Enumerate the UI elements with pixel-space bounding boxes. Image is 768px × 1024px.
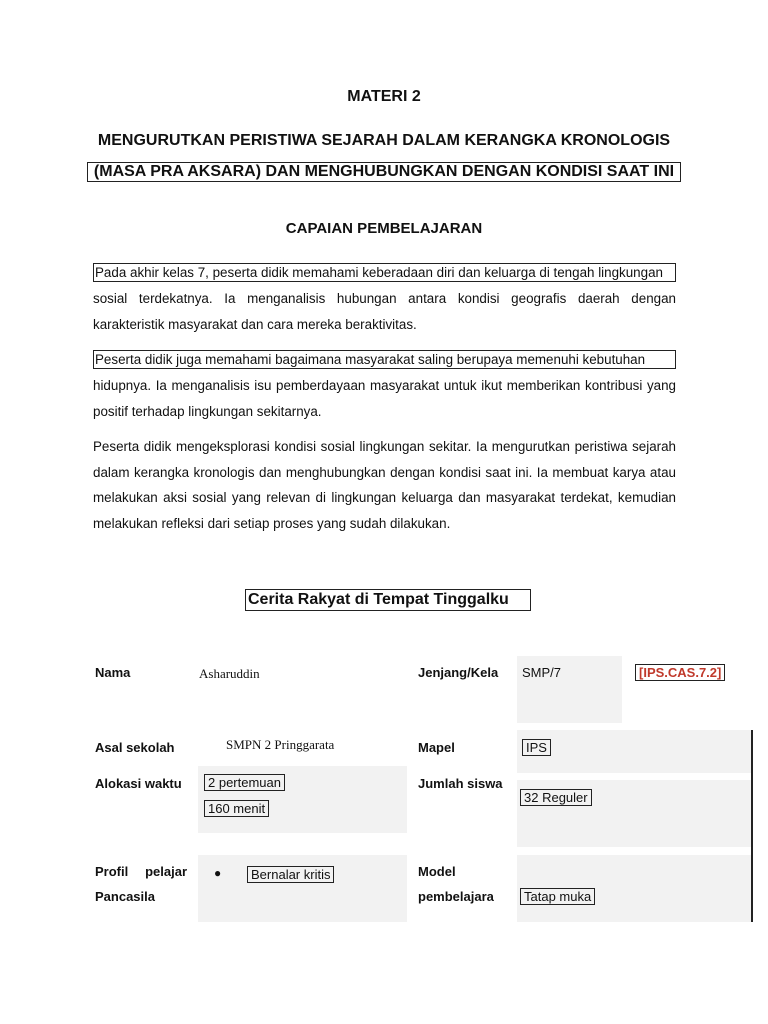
profil-value-text: Bernalar kritis (247, 866, 334, 883)
mapel-value-text: IPS (522, 739, 551, 756)
paragraph-2 (93, 346, 676, 424)
jumlah-siswa-value-text: 32 Reguler (520, 789, 592, 806)
capaian-heading: CAPAIAN PEMBELAJARAN (285, 220, 483, 237)
alokasi-waktu-line-2 (204, 800, 269, 817)
asal-sekolah-label: Asal sekolah (95, 740, 175, 755)
jumlah-siswa-label: Jumlah siswa (418, 776, 503, 791)
paragraph-3: Peserta didik mengeksplorasi kondisi sosial lingkungan sekitar. Ia mengurutkan peristiwa sejarah dalam kerangka kronologis dan menghubungkan dengan kondisi saat ini. Ia membuat karya atau melakukan aksi sosial yang relevan di lingkungan keluarga dan masyarakat terdekat, kemudian melakukan refleksi dari setiap proses yang sudah dilakukan. (93, 439, 676, 531)
model-label-line-2: pembelajara (418, 889, 494, 904)
nama-value: Asharuddin (199, 666, 260, 681)
alokasi-waktu-label: Alokasi waktu (95, 776, 182, 791)
profil-label-line-2: Pancasila (95, 889, 155, 904)
title-line-1: MENGURUTKAN PERISTIWA SEJARAH DALAM KERANGKA KRONOLOGIS (97, 132, 671, 149)
nama-label: Nama (95, 665, 131, 680)
story-title: Cerita Rakyat di Tempat Tinggalku (245, 589, 531, 611)
mapel-label: Mapel (418, 740, 455, 755)
bullet-icon: ● (214, 866, 222, 880)
material-number: MATERI 2 (347, 88, 421, 105)
table-right-border (751, 730, 753, 922)
title-line-2 (0, 162, 768, 182)
alokasi-waktu-line-1 (204, 774, 285, 791)
paragraph-1-first-line: Pada akhir kelas 7, peserta didik memahami keberadaan diri dan keluarga di tengah lingkungan (93, 263, 676, 282)
jumlah-siswa-value (520, 789, 592, 806)
competency-code (635, 664, 725, 681)
jenjang-value: SMP/7 (522, 665, 562, 680)
paragraph-2-first-line: Peserta didik juga memahami bagaimana masyarakat saling berupaya memenuhi kebutuhan (93, 350, 676, 369)
model-value (520, 888, 595, 905)
alokasi-waktu-line-2-text: 160 menit (204, 800, 269, 817)
paragraph-1-rest: sosial terdekatnya. Ia menganalisis hubungan antara kondisi geografis daerah dengan karakteristik masyarakat dan cara mereka beraktivitas. (93, 291, 676, 332)
profil-label-line-1: Profil pelajar (95, 864, 187, 879)
paragraph-1 (93, 259, 676, 337)
model-value-text: Tatap muka (520, 888, 595, 905)
alokasi-waktu-line-1-text: 2 pertemuan (204, 774, 285, 791)
mapel-cell (517, 730, 751, 773)
competency-code-text: [IPS.CAS.7.2] (635, 664, 725, 681)
profil-value (247, 866, 334, 883)
jenjang-label: Jenjang/Kela (418, 665, 499, 680)
paragraph-2-rest: hidupnya. Ia menganalisis isu pemberdayaan masyarakat untuk ikut memberikan kontribusi yang positif terhadap lingkungan sekitarnya. (93, 378, 676, 419)
model-label-line-1: Model (418, 864, 456, 879)
asal-sekolah-value: SMPN 2 Pringgarata (226, 737, 335, 752)
mapel-value (522, 739, 551, 756)
title-line-2-text: (MASA PRA AKSARA) DAN MENGHUBUNGKAN DENGAN KONDISI SAAT INI (87, 162, 681, 182)
